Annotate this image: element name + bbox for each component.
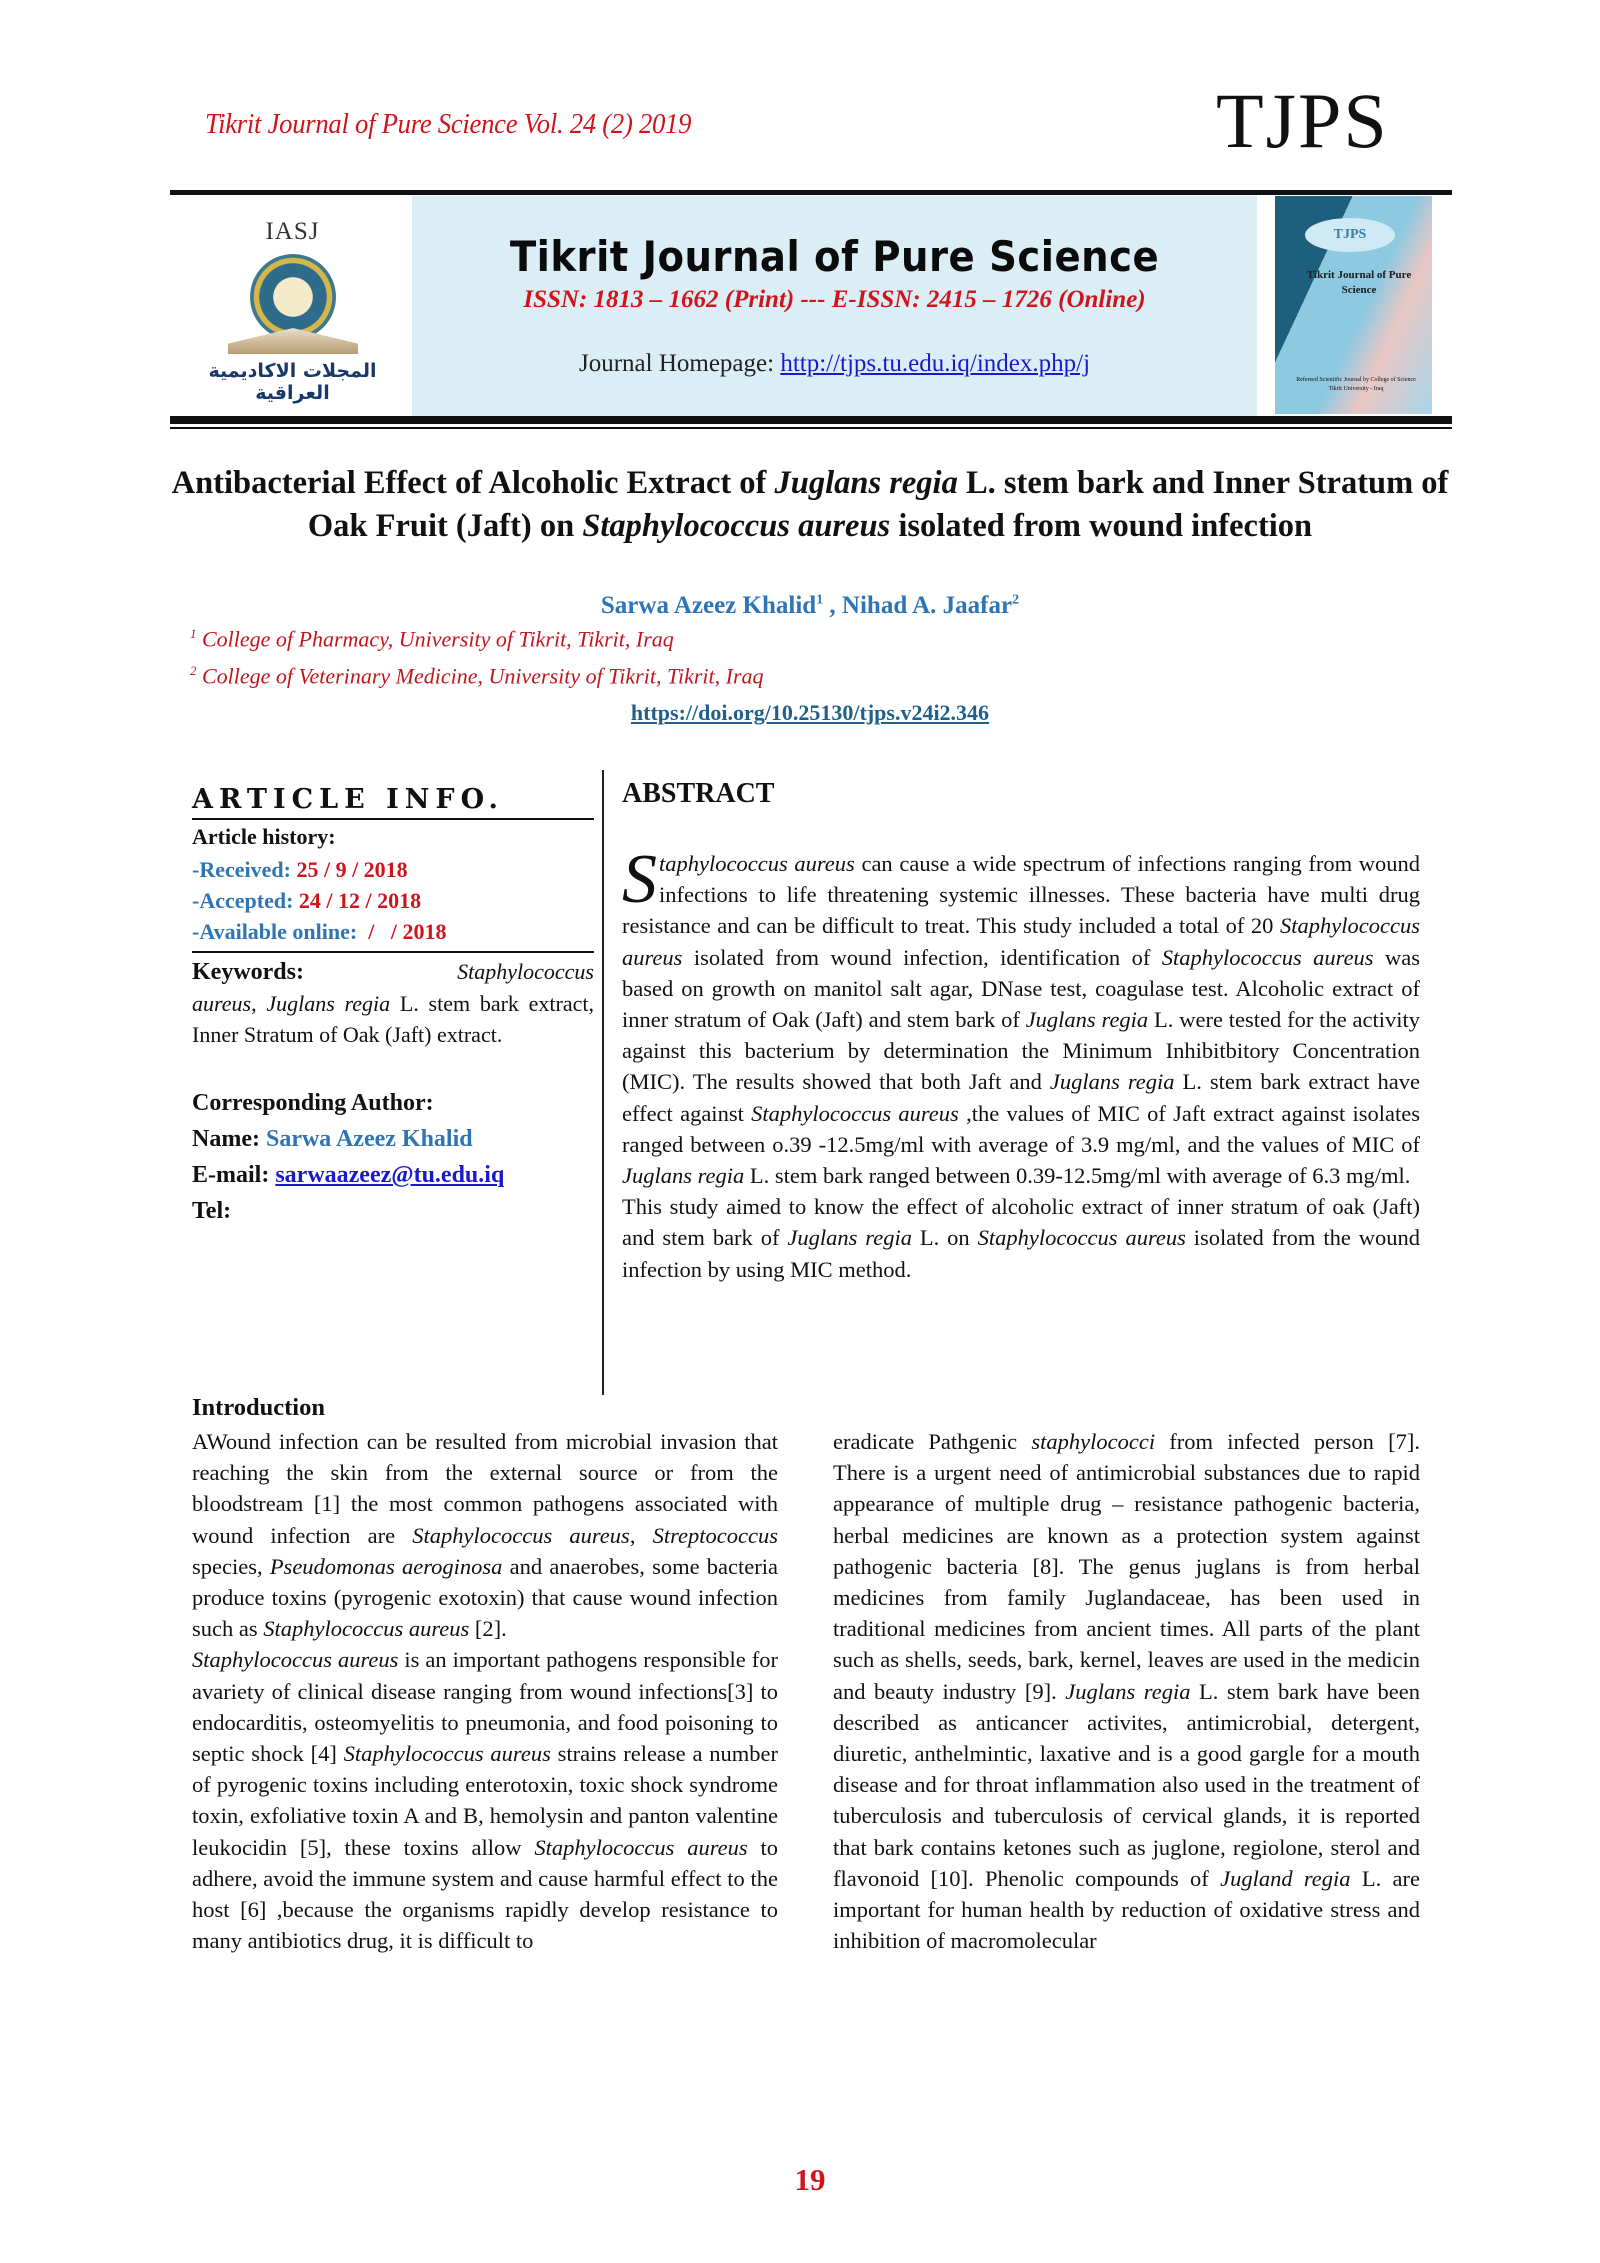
text-run: isolated from the wound infection by using MIC method. bbox=[622, 1225, 1420, 1282]
email-link[interactable]: sarwaazeez@tu.edu.iq bbox=[275, 1162, 505, 1188]
text-run: AWound infection can be resulted from microbial invasion that reaching the skin from the external source or from the bloodstream [1] the most common pathogens associated with wound infection are bbox=[192, 1429, 778, 1548]
banner-issn: ISSN: 1813 – 1662 (Print) --- E-ISSN: 2415 – 1726 (Online) bbox=[523, 286, 1146, 313]
name-value: Sarwa Azeez Khalid bbox=[265, 1126, 473, 1152]
available-date bbox=[192, 919, 594, 945]
abstract-dropcap: S bbox=[622, 841, 657, 918]
text-run: from infected person [7]. There is a urgent need of antimicrobial substances due to rapid appearance of multiple drug – resistance pathogenic bacteria, herbal medicines are known as a protection system against pathogenic bacteria [8]. The genus juglans is from herbal medicines from family Juglandaceae, has been used in traditional medicines from ancient times. All parts of the plant such as shells, seeds, bark, kernel, leaves are used in the medicin and beauty industry [9]. bbox=[833, 1429, 1421, 1704]
header-top-rule bbox=[170, 190, 1452, 195]
affiliation-mark: 1 bbox=[190, 626, 197, 641]
italic-term: Juglans regia bbox=[787, 1225, 912, 1251]
introduction-left-column bbox=[192, 1426, 778, 1956]
italic-term: Juglans regia bbox=[1049, 1069, 1175, 1095]
banner-homepage bbox=[412, 350, 1257, 378]
italic-term: Staphylococcus aureus bbox=[751, 1100, 959, 1126]
italic-term: Juglans regia bbox=[1025, 1007, 1149, 1033]
keywords-label: Keywords: bbox=[192, 959, 304, 985]
affiliation-text: College of Veterinary Medicine, University of Tikrit, Tikrit, Iraq bbox=[196, 663, 764, 689]
text-run: to adhere, avoid the immune system and cause harmful effect to the host [6] ,because the organisms rapidly develop resistance to many antibiotics drug, it is difficult to bbox=[192, 1834, 778, 1954]
text-run: L. are important for human health by reduction of oxidative stress and inhibition of macromolecular bbox=[833, 1865, 1420, 1954]
corresponding-author-label: Corresponding Author: bbox=[192, 1090, 434, 1116]
journal-cover-image bbox=[1275, 196, 1432, 414]
title-part-italic: Staphylococcus aureus bbox=[582, 508, 891, 544]
text-run: L. stem bark have been described as anticancer activites, antimicrobial, detergent, diuretic, anthelmintic, laxative and is a good gargle for a mouth disease and for throat inflammation also used in the treatment of tuberculosis and tuberculosis of cervical glands, it is reported that bark contains ketones such as juglone, regiolone, sterol and flavonoid [10]. Phenolic compounds of bbox=[833, 1678, 1420, 1891]
article-info-rule bbox=[192, 818, 594, 820]
introduction-right-column bbox=[833, 1426, 1420, 1956]
accepted-value: 24 / 12 / 2018 bbox=[298, 888, 422, 913]
text-run: L. were tested for the activity against this bacterium by determination the Minimum Inhibitbitory Concentration (MIC). The results showed that both Jaft and bbox=[622, 1007, 1420, 1095]
italic-term: Staphylococcus aureus bbox=[1161, 944, 1374, 970]
keywords: Keywords: Staphylococcus aureus, Juglans regia L. stem bark extract, Inner Stratum of Oak (Jaft) extract. bbox=[192, 956, 594, 1050]
text-run: can cause a wide spectrum of infections ranging from wound infections to life threatening systemic illnesses. These bacteria have multi drug resistance and can be difficult to treat. This study included a total of 20 bbox=[622, 851, 1421, 939]
italic-term: Streptococcus bbox=[652, 1522, 779, 1548]
italic-term: Staphylococcus aureus bbox=[977, 1225, 1186, 1251]
text-run: L. on bbox=[911, 1225, 978, 1251]
iasj-logo-arabic: المجلات الاكاديمية العراقية bbox=[208, 360, 377, 404]
title-part: L. stem bark and Inner Stratum of Oak Fruit (Jaft) on bbox=[307, 465, 1449, 544]
iasj-logo-text: IASJ bbox=[265, 218, 320, 245]
column-divider bbox=[602, 770, 604, 1395]
text-run: isolated from wound infection, identification of bbox=[682, 944, 1162, 970]
italic-term: Jugland regia bbox=[1220, 1865, 1351, 1891]
text-run: ,the values of MIC of Jaft extract against isolates ranged between o.39 -12.5mg/ml with average of 3.9 mg/ml, and the values of MIC of bbox=[622, 1100, 1420, 1157]
available-value: / / 2018 bbox=[362, 919, 447, 944]
corresponding-name bbox=[192, 1126, 594, 1153]
italic-term: Staphylococcus aureus bbox=[263, 1616, 470, 1642]
italic-term: taphylococcus aureus bbox=[659, 851, 855, 876]
article-info-rule bbox=[192, 951, 594, 953]
keyword-text: L. stem bark extract, Inner Stratum of Oak (Jaft) extract. bbox=[192, 991, 595, 1047]
journal-volume-line: Tikrit Journal of Pure Science Vol. 24 (2) 2019 bbox=[205, 108, 692, 140]
author-affiliation-mark: 2 bbox=[1012, 592, 1020, 608]
text-run: This study aimed to know the effect of alcoholic extract of inner stratum of oak (Jaft) and stem bark of bbox=[622, 1194, 1420, 1251]
italic-term: Staphylococcus aureus bbox=[412, 1522, 630, 1548]
title-part-italic: Juglans regia bbox=[774, 465, 958, 501]
text-run: eradicate Pathgenic bbox=[833, 1429, 1032, 1454]
article-history-label: Article history: bbox=[192, 824, 336, 849]
affiliation-1 bbox=[190, 626, 674, 652]
title-part: isolated from wound infection bbox=[890, 508, 1313, 544]
received-label: -Received: bbox=[192, 857, 297, 882]
author-affiliation-mark: 1 bbox=[816, 592, 824, 608]
italic-term: Staphylococcus aureus bbox=[534, 1834, 748, 1860]
author-name: Sarwa Azeez Khalid bbox=[600, 592, 817, 619]
introduction-heading: Introduction bbox=[192, 1394, 325, 1421]
text-run: L. stem bark extract have effect against bbox=[622, 1069, 1421, 1126]
text-run: , bbox=[629, 1522, 653, 1548]
keyword-italic: Staphylococcus bbox=[457, 959, 594, 984]
email-label: E-mail: bbox=[192, 1162, 276, 1188]
received-value: 25 / 9 / 2018 bbox=[296, 857, 408, 882]
corresponding-email bbox=[192, 1162, 594, 1189]
accepted-date bbox=[192, 888, 594, 914]
italic-term: Pseudomonas aeroginosa bbox=[269, 1553, 503, 1579]
text-run: and anaerobes, some bacteria produce toxins (pyrogenic exotoxin) that cause wound infection such as bbox=[192, 1553, 778, 1642]
italic-term: Staphylococcus aureus bbox=[343, 1741, 551, 1767]
banner-title: Tikrit Journal of Pure Science bbox=[509, 232, 1160, 281]
header-bottom-thin-rule bbox=[170, 427, 1452, 429]
page-number: 19 bbox=[794, 2162, 826, 2197]
title-part: Antibacterial Effect of Alcoholic Extract of bbox=[171, 465, 775, 501]
text-run: [2]. bbox=[469, 1616, 507, 1642]
cover-title: Tikrit Journal of Pure Science bbox=[1306, 269, 1412, 296]
italic-term: Juglans regia bbox=[1065, 1678, 1191, 1704]
accepted-label: -Accepted: bbox=[192, 888, 299, 913]
homepage-label: Journal Homepage: bbox=[578, 350, 781, 377]
italic-term: Staphylococcus aureus bbox=[622, 913, 1420, 970]
author-list bbox=[160, 592, 1460, 620]
open-book-icon bbox=[228, 328, 358, 354]
article-title bbox=[160, 462, 1460, 548]
cover-oval-logo: TJPS bbox=[1305, 218, 1395, 252]
seal-icon bbox=[250, 254, 336, 340]
article-info-heading: ARTICLE INFO. bbox=[192, 784, 504, 815]
text-run: L. stem bark ranged between 0.39-12.5mg/ml with average of 6.3 mg/ml. bbox=[744, 1163, 1411, 1189]
header-bottom-rule bbox=[170, 416, 1452, 424]
affiliation-text: College of Pharmacy, University of Tikrit, Tikrit, Iraq bbox=[196, 626, 674, 652]
journal-brand: TJPS bbox=[1216, 77, 1389, 164]
text-run: strains release a number of pyrogenic toxins including enterotoxin, toxic shock syndrome toxin, exfoliative toxin A and B, hemolysin and panton valentine leukocidin [5], these toxins allow bbox=[192, 1741, 778, 1860]
cover-footer: Refereed Scientific Journal by College of Science Tikrit University - Iraq bbox=[1296, 377, 1416, 392]
author-separator: , bbox=[823, 592, 842, 619]
affiliation-mark: 2 bbox=[190, 663, 197, 678]
available-label: -Available online: bbox=[192, 919, 363, 944]
text-run: species, bbox=[192, 1553, 270, 1579]
keyword-italic: Juglans regia bbox=[266, 991, 391, 1016]
name-label: Name: bbox=[192, 1126, 266, 1152]
author-name: Nihad A. Jaafar bbox=[841, 592, 1013, 619]
text-run: is an important pathogens responsible for avariety of clinical disease ranging from wound infections[3] to endocarditis, osteomyelitis to pneumonia, and food poisoning to septic shock [4] bbox=[192, 1647, 778, 1767]
keyword-italic: aureus bbox=[192, 991, 252, 1016]
abstract-text bbox=[622, 841, 1421, 1282]
text-run: was based on growth on manitol salt agar, DNase test, coagulase test. Alcoholic extract of inner stratum of Oak (Jaft) and stem bark of bbox=[622, 944, 1420, 1033]
abstract-heading: ABSTRACT bbox=[622, 778, 775, 809]
affiliation-2 bbox=[190, 663, 764, 689]
iasj-logo bbox=[180, 210, 405, 410]
italic-term: Juglans regia bbox=[622, 1163, 745, 1189]
homepage-link[interactable]: http://tjps.tu.edu.iq/index.php/j bbox=[780, 350, 1091, 377]
italic-term: staphylococci bbox=[1031, 1429, 1156, 1454]
doi-text[interactable]: https://doi.org/10.25130/tjps.v24i2.346 bbox=[630, 700, 990, 725]
tel-label: Tel: bbox=[192, 1198, 232, 1224]
received-date bbox=[192, 857, 594, 883]
doi-link[interactable] bbox=[160, 700, 1460, 726]
abstract-body bbox=[622, 841, 1421, 1285]
italic-term: Staphylococcus aureus bbox=[192, 1647, 399, 1673]
